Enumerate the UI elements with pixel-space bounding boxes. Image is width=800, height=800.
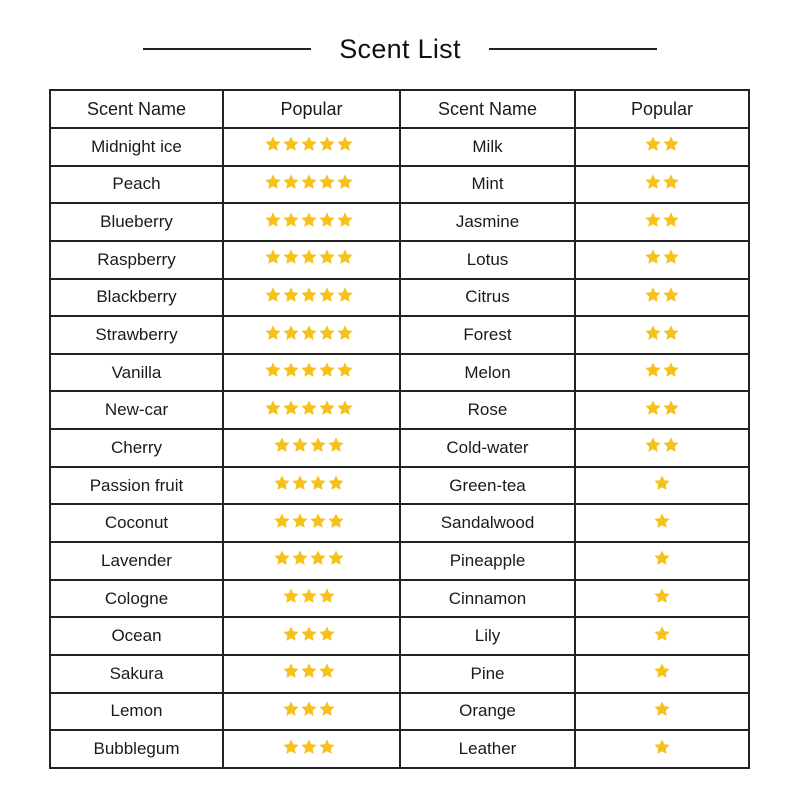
scent-name-cell: Lemon [50, 693, 223, 731]
star-icon [662, 135, 680, 153]
star-icon [291, 474, 309, 492]
star-icon [644, 173, 662, 191]
star-icon [300, 399, 318, 417]
scent-name-cell: Vanilla [50, 354, 223, 392]
scent-name-cell: Ocean [50, 617, 223, 655]
star-icon [318, 700, 336, 718]
star-icon [644, 436, 662, 454]
scent-name-cell: Green-tea [400, 467, 575, 505]
star-rating [653, 700, 671, 718]
star-icon [282, 625, 300, 643]
star-icon [309, 512, 327, 530]
star-icon [653, 474, 671, 492]
star-icon [282, 361, 300, 379]
star-icon [282, 248, 300, 266]
scent-name-cell: Cinnamon [400, 580, 575, 618]
popularity-cell [575, 316, 749, 354]
popularity-cell [575, 580, 749, 618]
star-rating [653, 512, 671, 530]
header-popular-right: Popular [575, 90, 749, 128]
star-rating [644, 361, 680, 379]
popularity-cell [575, 128, 749, 166]
table-row [50, 279, 749, 317]
star-icon [264, 135, 282, 153]
star-icon [336, 399, 354, 417]
star-icon [282, 738, 300, 756]
table-row [50, 655, 749, 693]
table-row [50, 693, 749, 731]
scent-name-cell: Peach [50, 166, 223, 204]
star-icon [336, 286, 354, 304]
table-row [50, 203, 749, 241]
table-row [50, 316, 749, 354]
scent-table [49, 89, 750, 769]
star-icon [327, 549, 345, 567]
star-icon [662, 286, 680, 304]
star-icon [336, 361, 354, 379]
star-icon [300, 625, 318, 643]
popularity-cell [223, 542, 400, 580]
star-rating [273, 436, 345, 454]
star-rating [264, 361, 354, 379]
popularity-cell [575, 693, 749, 731]
star-icon [662, 248, 680, 266]
scent-name-cell: Coconut [50, 504, 223, 542]
table-row [50, 354, 749, 392]
star-icon [300, 248, 318, 266]
scent-name-cell: Rose [400, 391, 575, 429]
star-icon [336, 173, 354, 191]
popularity-cell [223, 166, 400, 204]
scent-name-cell: Lily [400, 617, 575, 655]
popularity-cell [575, 391, 749, 429]
star-rating [282, 587, 336, 605]
star-icon [300, 361, 318, 379]
star-icon [282, 700, 300, 718]
star-rating [282, 625, 336, 643]
page-title: Scent List [339, 33, 461, 64]
star-icon [282, 587, 300, 605]
scent-name-cell: Mint [400, 166, 575, 204]
table-row [50, 504, 749, 542]
star-icon [264, 211, 282, 229]
scent-name-cell: Bubblegum [50, 730, 223, 768]
popularity-cell [223, 730, 400, 768]
header-row [50, 90, 749, 128]
star-icon [653, 738, 671, 756]
scent-name-cell: Orange [400, 693, 575, 731]
star-icon [653, 587, 671, 605]
star-icon [653, 662, 671, 680]
popularity-cell [575, 279, 749, 317]
star-icon [300, 700, 318, 718]
scent-name-cell: Raspberry [50, 241, 223, 279]
star-icon [336, 135, 354, 153]
star-icon [291, 512, 309, 530]
popularity-cell [223, 128, 400, 166]
star-icon [318, 361, 336, 379]
popularity-cell [575, 467, 749, 505]
star-rating [282, 738, 336, 756]
star-icon [318, 286, 336, 304]
star-rating [653, 549, 671, 567]
popularity-cell [223, 580, 400, 618]
popularity-cell [223, 279, 400, 317]
scent-name-cell: Citrus [400, 279, 575, 317]
star-rating [653, 587, 671, 605]
scent-name-cell: Passion fruit [50, 467, 223, 505]
star-icon [318, 399, 336, 417]
star-icon [644, 135, 662, 153]
scent-name-cell: Lotus [400, 241, 575, 279]
scent-name-cell: Forest [400, 316, 575, 354]
scent-name-cell: Blueberry [50, 203, 223, 241]
star-icon [327, 474, 345, 492]
star-icon [318, 324, 336, 342]
star-rating [653, 474, 671, 492]
star-icon [264, 173, 282, 191]
popularity-cell [223, 203, 400, 241]
star-icon [300, 211, 318, 229]
popularity-cell [575, 655, 749, 693]
scent-name-cell: Midnight ice [50, 128, 223, 166]
table-row [50, 617, 749, 655]
popularity-cell [223, 241, 400, 279]
star-icon [273, 436, 291, 454]
star-rating [644, 248, 680, 266]
star-icon [662, 436, 680, 454]
star-icon [318, 135, 336, 153]
star-icon [662, 324, 680, 342]
star-icon [300, 738, 318, 756]
star-rating [282, 662, 336, 680]
star-icon [264, 399, 282, 417]
star-rating [644, 324, 680, 342]
scent-name-cell: Cold-water [400, 429, 575, 467]
star-rating [282, 700, 336, 718]
star-rating [644, 436, 680, 454]
star-rating [653, 625, 671, 643]
star-rating [264, 286, 354, 304]
star-icon [653, 625, 671, 643]
scent-name-cell: Milk [400, 128, 575, 166]
scent-name-cell: Cherry [50, 429, 223, 467]
star-icon [327, 512, 345, 530]
star-rating [644, 399, 680, 417]
popularity-cell [223, 617, 400, 655]
page-header [0, 28, 800, 70]
scent-name-cell: Cologne [50, 580, 223, 618]
scent-name-cell: Sandalwood [400, 504, 575, 542]
header-scent-name-left: Scent Name [50, 90, 223, 128]
table-row [50, 467, 749, 505]
table-row [50, 429, 749, 467]
scent-name-cell: Pineapple [400, 542, 575, 580]
star-icon [282, 399, 300, 417]
popularity-cell [223, 391, 400, 429]
table-row [50, 391, 749, 429]
scent-name-cell: Sakura [50, 655, 223, 693]
star-icon [318, 173, 336, 191]
title-rule-right [489, 48, 657, 50]
star-icon [644, 248, 662, 266]
star-icon [282, 324, 300, 342]
scent-name-cell: Leather [400, 730, 575, 768]
star-icon [282, 662, 300, 680]
star-rating [644, 286, 680, 304]
star-icon [273, 549, 291, 567]
star-icon [273, 512, 291, 530]
star-icon [264, 286, 282, 304]
table-row [50, 166, 749, 204]
table-row [50, 128, 749, 166]
star-icon [300, 286, 318, 304]
table-row [50, 730, 749, 768]
scent-name-cell: Pine [400, 655, 575, 693]
star-icon [318, 248, 336, 266]
star-icon [318, 662, 336, 680]
star-icon [644, 324, 662, 342]
popularity-cell [575, 429, 749, 467]
star-icon [318, 625, 336, 643]
star-icon [662, 173, 680, 191]
star-icon [644, 361, 662, 379]
popularity-cell [223, 429, 400, 467]
table-body [50, 128, 749, 768]
popularity-cell [575, 354, 749, 392]
title-rule-left [143, 48, 311, 50]
star-rating [264, 399, 354, 417]
scent-name-cell: Melon [400, 354, 575, 392]
star-icon [309, 436, 327, 454]
star-icon [644, 286, 662, 304]
popularity-cell [223, 504, 400, 542]
popularity-cell [223, 354, 400, 392]
popularity-cell [575, 203, 749, 241]
scent-name-cell: New-car [50, 391, 223, 429]
star-icon [318, 738, 336, 756]
star-rating [264, 211, 354, 229]
star-icon [336, 211, 354, 229]
popularity-cell [575, 617, 749, 655]
star-icon [309, 549, 327, 567]
star-rating [264, 135, 354, 153]
star-icon [291, 549, 309, 567]
star-icon [264, 324, 282, 342]
star-rating [653, 662, 671, 680]
star-rating [644, 211, 680, 229]
star-icon [318, 587, 336, 605]
popularity-cell [223, 316, 400, 354]
star-rating [273, 512, 345, 530]
star-icon [282, 135, 300, 153]
scent-name-cell: Blackberry [50, 279, 223, 317]
star-icon [662, 361, 680, 379]
star-icon [309, 474, 327, 492]
star-icon [282, 173, 300, 191]
popularity-cell [223, 467, 400, 505]
star-icon [300, 662, 318, 680]
table-row [50, 542, 749, 580]
star-icon [264, 248, 282, 266]
star-rating [644, 135, 680, 153]
star-icon [653, 512, 671, 530]
star-rating [273, 549, 345, 567]
star-icon [336, 248, 354, 266]
star-icon [644, 399, 662, 417]
popularity-cell [223, 693, 400, 731]
scent-name-cell: Jasmine [400, 203, 575, 241]
popularity-cell [223, 655, 400, 693]
star-icon [318, 211, 336, 229]
star-rating [273, 474, 345, 492]
header-popular-left: Popular [223, 90, 400, 128]
star-icon [644, 211, 662, 229]
scent-name-cell: Lavender [50, 542, 223, 580]
star-icon [327, 436, 345, 454]
star-icon [300, 173, 318, 191]
star-rating [264, 173, 354, 191]
star-icon [300, 324, 318, 342]
star-icon [336, 324, 354, 342]
star-icon [291, 436, 309, 454]
star-icon [653, 549, 671, 567]
table-row [50, 241, 749, 279]
star-rating [264, 248, 354, 266]
star-rating [653, 738, 671, 756]
popularity-cell [575, 504, 749, 542]
star-icon [282, 286, 300, 304]
scent-name-cell: Strawberry [50, 316, 223, 354]
star-icon [300, 587, 318, 605]
star-icon [300, 135, 318, 153]
popularity-cell [575, 241, 749, 279]
star-rating [264, 324, 354, 342]
header-scent-name-right: Scent Name [400, 90, 575, 128]
star-rating [644, 173, 680, 191]
star-icon [653, 700, 671, 718]
star-icon [264, 361, 282, 379]
star-icon [662, 399, 680, 417]
popularity-cell [575, 542, 749, 580]
star-icon [282, 211, 300, 229]
star-icon [273, 474, 291, 492]
table-row [50, 580, 749, 618]
star-icon [662, 211, 680, 229]
popularity-cell [575, 166, 749, 204]
popularity-cell [575, 730, 749, 768]
